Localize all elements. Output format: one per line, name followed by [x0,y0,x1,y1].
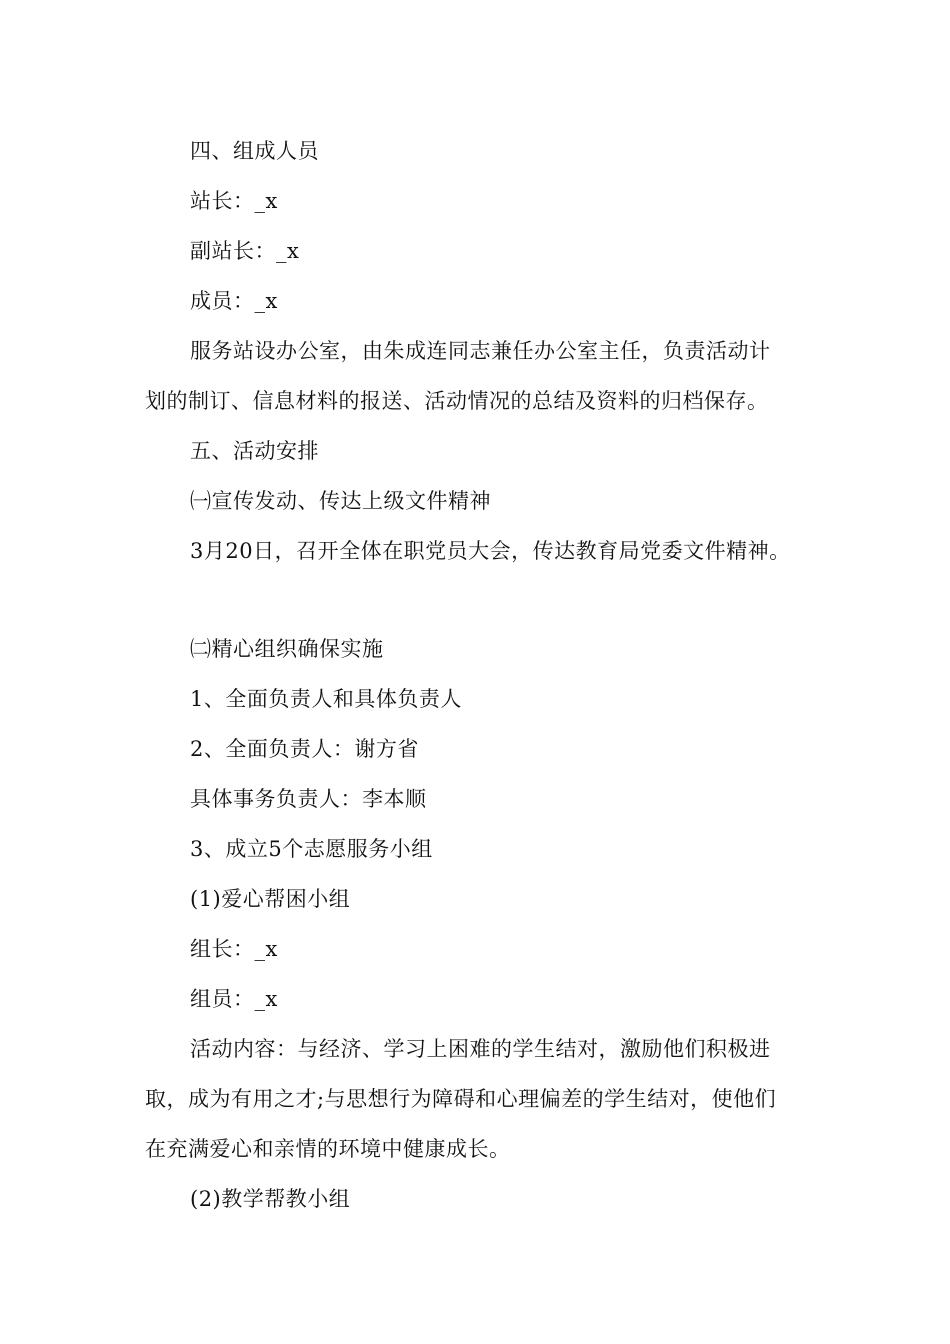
activity-paragraph-line-1: 活动内容：与经济、学习上困难的学生结对，激励他们积极进 [190,1037,771,1061]
section-heading-activities: 五、活动安排 [190,439,319,463]
meeting-paragraph: 3月20日，召开全体在职党员大会，传达教育局党委文件精神。 [190,539,791,563]
group-2-heading: (2)教学帮教小组 [190,1187,351,1211]
group-members-line: 组员：_x [190,987,278,1011]
group-leader-line: 组长：_x [190,937,278,961]
subsection-heading-organize: ㈡精心组织确保实施 [190,637,384,661]
station-head-line: 站长：_x [190,189,278,213]
office-paragraph-line-1: 服务站设办公室，由朱成连同志兼任办公室主任，负责活动计 [190,339,771,363]
list-item-1: 1、全面负责人和具体负责人 [190,687,462,711]
activity-paragraph-line-2: 取，成为有用之才;与思想行为障碍和心理偏差的学生结对，使他们 [145,1087,777,1111]
list-item-3: 3、成立5个志愿服务小组 [190,837,433,861]
deputy-head-line: 副站长：_x [190,239,300,263]
office-paragraph-line-2: 划的制订、信息材料的报送、活动情况的总结及资料的归档保存。 [145,389,769,413]
activity-paragraph-line-3: 在充满爱心和亲情的环境中健康成长。 [145,1137,511,1161]
group-1-heading: (1)爱心帮困小组 [190,887,351,911]
subsection-heading-publicity: ㈠宣传发动、传达上级文件精神 [190,489,491,513]
members-line: 成员：_x [190,289,278,313]
specific-lead-line: 具体事务负责人：李本顺 [190,787,427,811]
section-heading-members: 四、组成人员 [190,139,319,163]
list-item-2: 2、全面负责人：谢方省 [190,737,419,761]
